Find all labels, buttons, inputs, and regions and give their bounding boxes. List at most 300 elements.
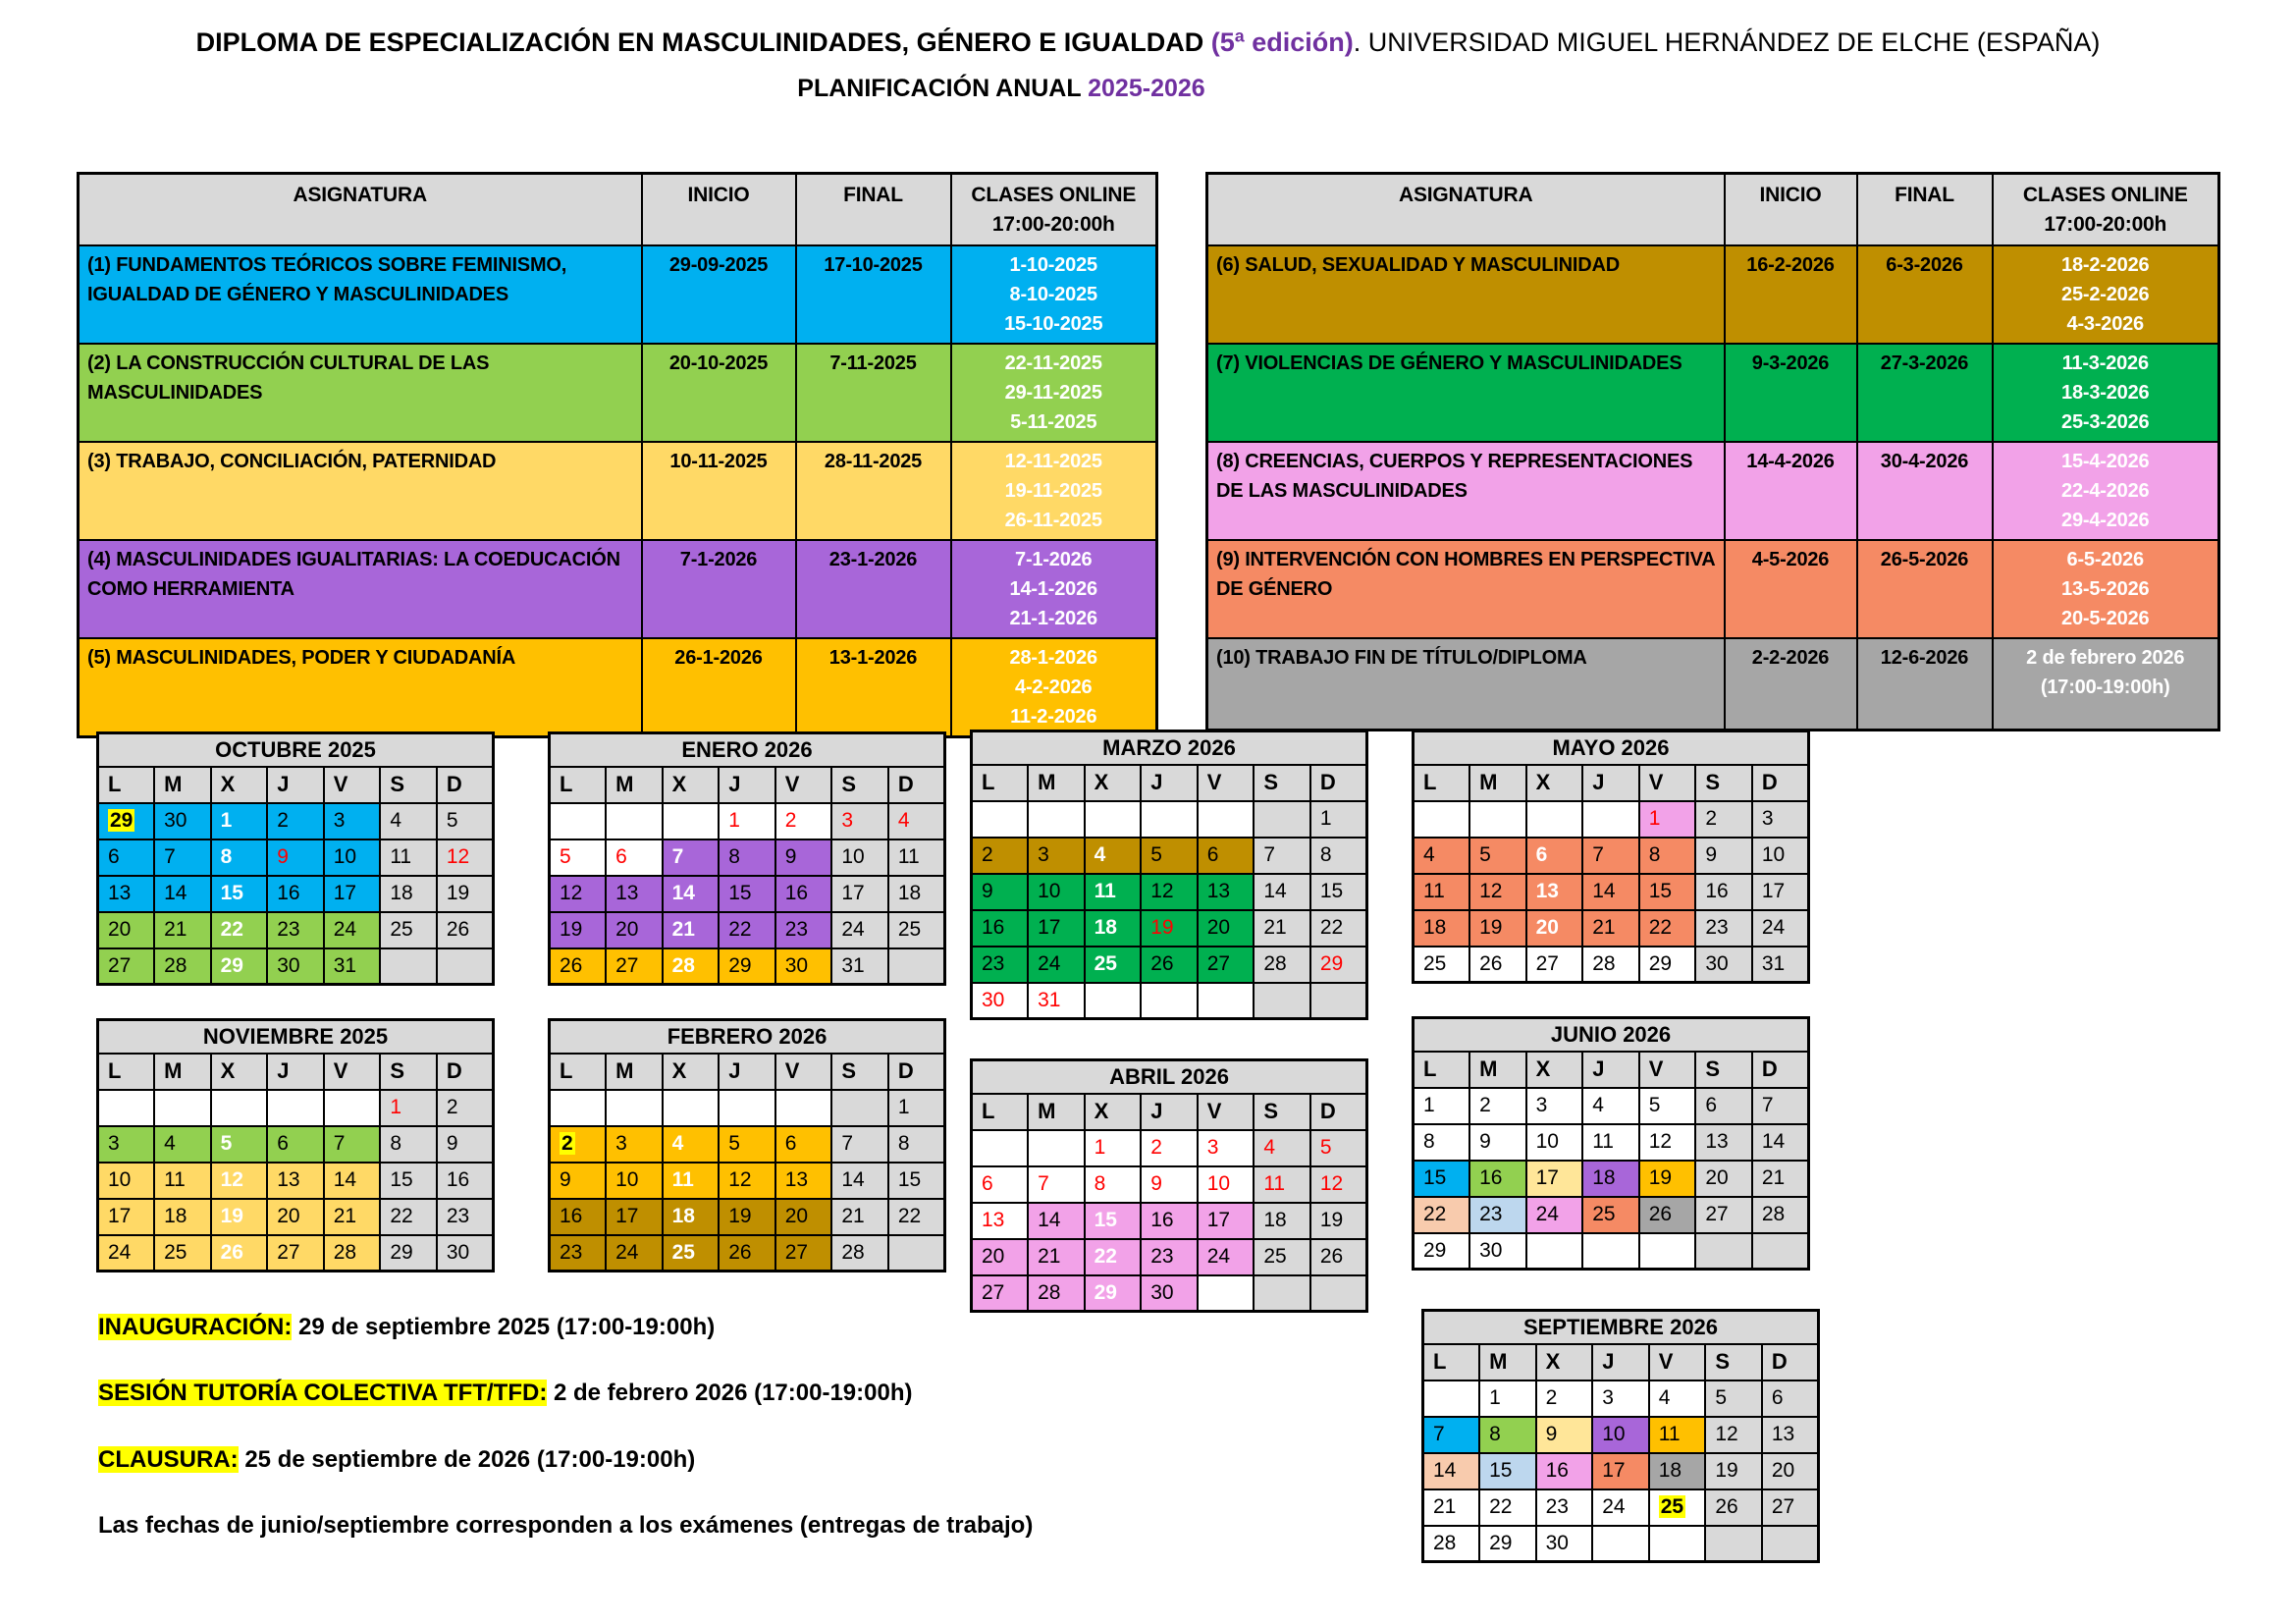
day-cell: 16 bbox=[267, 876, 324, 912]
day-cell: 18 bbox=[380, 876, 437, 912]
note-highlight-label: CLAUSURA: bbox=[98, 1446, 239, 1473]
day-cell: 5 bbox=[1141, 838, 1198, 874]
day-cell: 2 bbox=[1141, 1130, 1198, 1166]
day-cell: 27 bbox=[1762, 1489, 1819, 1526]
calendar-week-row bbox=[972, 874, 1367, 910]
day-header: D bbox=[1752, 1052, 1809, 1088]
calendar-week-row bbox=[972, 838, 1367, 874]
day-cell: 18 bbox=[1649, 1453, 1706, 1489]
day-header: X bbox=[1526, 765, 1583, 801]
day-header: M bbox=[1469, 1052, 1526, 1088]
note-highlight-label: SESIÓN TUTORÍA COLECTIVA TFT/TFD: bbox=[98, 1380, 548, 1406]
day-cell: 27 bbox=[267, 1235, 324, 1272]
day-header: D bbox=[888, 1054, 945, 1090]
course-table-left bbox=[77, 172, 1158, 738]
course-row bbox=[1207, 344, 2219, 442]
calendar-day-headers bbox=[972, 1094, 1367, 1130]
day-cell: 11 bbox=[1254, 1166, 1310, 1203]
day-cell: 9 bbox=[775, 839, 832, 876]
course-inicio: 4-5-2026 bbox=[1725, 540, 1857, 638]
day-cell bbox=[1752, 1233, 1809, 1270]
calendar-week-row bbox=[1414, 1088, 1809, 1124]
day-cell: 17 bbox=[1752, 874, 1809, 910]
calendar-week-row bbox=[1414, 947, 1809, 983]
calendar-title: OCTUBRE 2025 bbox=[98, 733, 494, 767]
day-header: V bbox=[1198, 1094, 1255, 1130]
day-cell: 13 bbox=[1762, 1417, 1819, 1453]
day-cell: 15 bbox=[888, 1163, 945, 1199]
calendar-marzo-2026 bbox=[970, 730, 1368, 1020]
day-cell: 23 bbox=[775, 912, 832, 948]
course-row bbox=[79, 245, 1157, 344]
day-cell: 8 bbox=[888, 1126, 945, 1163]
day-header: M bbox=[606, 767, 663, 803]
day-cell: 3 bbox=[1198, 1130, 1255, 1166]
day-cell: 13 bbox=[606, 876, 663, 912]
day-cell: 4 bbox=[888, 803, 945, 839]
day-cell: 23 bbox=[1536, 1489, 1593, 1526]
final-header: FINAL bbox=[796, 174, 951, 245]
day-header: L bbox=[98, 767, 155, 803]
asignatura-header: ASIGNATURA bbox=[1207, 174, 1725, 245]
title-edition: (5ª edición) bbox=[1210, 27, 1354, 57]
day-cell: 6 bbox=[1695, 1088, 1752, 1124]
day-cell: 21 bbox=[154, 912, 211, 948]
calendar-week-row bbox=[972, 910, 1367, 947]
day-cell: 29 bbox=[1310, 947, 1367, 983]
day-cell bbox=[888, 948, 945, 985]
day-header: M bbox=[1028, 765, 1085, 801]
day-cell: 1 bbox=[1310, 801, 1367, 838]
calendar-week-row bbox=[98, 1090, 494, 1126]
course-row bbox=[1207, 638, 2219, 731]
day-cell: 5 bbox=[1639, 1088, 1696, 1124]
day-header: S bbox=[380, 767, 437, 803]
day-cell: 8 bbox=[719, 839, 775, 876]
day-header: M bbox=[154, 1054, 211, 1090]
day-cell bbox=[606, 1090, 663, 1126]
day-header: L bbox=[550, 1054, 607, 1090]
day-cell: 20 bbox=[1762, 1453, 1819, 1489]
calendar-week-row bbox=[550, 1235, 945, 1272]
day-cell: 11 bbox=[1414, 874, 1470, 910]
day-cell: 10 bbox=[1526, 1124, 1583, 1161]
day-cell: 24 bbox=[1028, 947, 1085, 983]
calendar-enero-2026 bbox=[548, 731, 946, 986]
day-cell: 26 bbox=[1639, 1197, 1696, 1233]
day-cell: 18 bbox=[1414, 910, 1470, 947]
day-cell: 20 bbox=[775, 1199, 832, 1235]
day-cell: 28 bbox=[1254, 947, 1310, 983]
day-cell: 1 bbox=[888, 1090, 945, 1126]
day-header: V bbox=[324, 767, 381, 803]
day-header: L bbox=[1414, 765, 1470, 801]
day-cell: 6 bbox=[98, 839, 155, 876]
day-cell: 28 bbox=[154, 948, 211, 985]
clases-online-header: CLASES ONLINE 17:00-20:00h bbox=[951, 174, 1157, 245]
day-cell: 9 bbox=[972, 874, 1029, 910]
day-header: X bbox=[211, 767, 268, 803]
calendar-abril-2026 bbox=[970, 1058, 1368, 1313]
course-online-dates: 2 de febrero 2026 (17:00-19:00h) bbox=[1993, 638, 2219, 731]
day-cell bbox=[1085, 983, 1142, 1019]
day-cell bbox=[1141, 801, 1198, 838]
day-cell: 1 bbox=[1414, 1088, 1470, 1124]
calendar-week-row bbox=[550, 912, 945, 948]
day-cell: 1 bbox=[1479, 1380, 1536, 1417]
title-main: DIPLOMA DE ESPECIALIZACIÓN EN MASCULINIDADES, GÉNERO E IGUALDAD bbox=[195, 27, 1211, 57]
day-cell: 29 bbox=[1085, 1275, 1142, 1312]
day-header: X bbox=[663, 767, 720, 803]
day-cell: 7 bbox=[324, 1126, 381, 1163]
day-cell: 31 bbox=[324, 948, 381, 985]
day-cell: 22 bbox=[1085, 1239, 1142, 1275]
day-cell: 25 bbox=[1582, 1197, 1639, 1233]
calendar-week-row bbox=[98, 876, 494, 912]
day-cell: 6 bbox=[775, 1126, 832, 1163]
course-name: (1) FUNDAMENTOS TEÓRICOS SOBRE FEMINISMO, IGUALDAD DE GÉNERO Y MASCULINIDADES bbox=[79, 245, 642, 344]
day-cell: 18 bbox=[888, 876, 945, 912]
calendar-title: SEPTIEMBRE 2026 bbox=[1423, 1311, 1819, 1344]
day-header: D bbox=[1310, 765, 1367, 801]
day-cell: 12 bbox=[1639, 1124, 1696, 1161]
day-cell: 29 bbox=[211, 948, 268, 985]
day-header: S bbox=[831, 1054, 888, 1090]
day-cell: 19 bbox=[1310, 1203, 1367, 1239]
course-final: 17-10-2025 bbox=[796, 245, 951, 344]
day-cell: 20 bbox=[1695, 1161, 1752, 1197]
day-cell: 26 bbox=[1310, 1239, 1367, 1275]
day-cell bbox=[831, 1090, 888, 1126]
table-header-row bbox=[79, 174, 1157, 245]
day-cell: 27 bbox=[775, 1235, 832, 1272]
day-cell: 17 bbox=[1592, 1453, 1649, 1489]
course-final: 27-3-2026 bbox=[1857, 344, 1993, 442]
day-cell: 9 bbox=[1536, 1417, 1593, 1453]
course-row bbox=[79, 540, 1157, 638]
day-cell: 26 bbox=[1705, 1489, 1762, 1526]
day-cell: 25 bbox=[154, 1235, 211, 1272]
day-cell: 15 bbox=[719, 876, 775, 912]
calendar-week-row bbox=[1414, 1161, 1809, 1197]
day-cell: 24 bbox=[606, 1235, 663, 1272]
note: INAUGURACIÓN: 29 de septiembre 2025 (17:00-19:00h) bbox=[98, 1314, 716, 1340]
calendar-title: MARZO 2026 bbox=[972, 731, 1367, 765]
note: CLAUSURA: 25 de septiembre de 2026 (17:00-19:00h) bbox=[98, 1446, 696, 1473]
day-cell bbox=[1526, 1233, 1583, 1270]
day-header: S bbox=[1254, 765, 1310, 801]
day-cell: 24 bbox=[1526, 1197, 1583, 1233]
day-cell: 15 bbox=[1085, 1203, 1142, 1239]
day-cell: 30 bbox=[972, 983, 1029, 1019]
course-inicio: 9-3-2026 bbox=[1725, 344, 1857, 442]
day-cell: 5 bbox=[1310, 1130, 1367, 1166]
calendar-week-row bbox=[98, 839, 494, 876]
day-cell: 11 bbox=[888, 839, 945, 876]
day-cell: 19 bbox=[550, 912, 607, 948]
day-cell: 4 bbox=[1649, 1380, 1706, 1417]
course-final: 13-1-2026 bbox=[796, 638, 951, 737]
day-cell bbox=[98, 1090, 155, 1126]
calendar-week-row bbox=[972, 983, 1367, 1019]
day-cell bbox=[98, 803, 155, 839]
day-header: V bbox=[1639, 1052, 1696, 1088]
calendar-day-headers bbox=[972, 765, 1367, 801]
calendar-week-row bbox=[550, 1126, 945, 1163]
course-final: 12-6-2026 bbox=[1857, 638, 1993, 731]
day-cell: 2 bbox=[437, 1090, 494, 1126]
day-header: M bbox=[1479, 1344, 1536, 1380]
day-cell: 31 bbox=[1028, 983, 1085, 1019]
day-cell bbox=[1254, 801, 1310, 838]
day-cell bbox=[1695, 1233, 1752, 1270]
calendar-title-row bbox=[1423, 1311, 1819, 1344]
highlighted-day: 2 bbox=[561, 1132, 573, 1155]
day-cell: 6 bbox=[1762, 1380, 1819, 1417]
highlighted-day: 29 bbox=[110, 809, 133, 832]
note: Las fechas de junio/septiembre corresponden a los exámenes (entregas de trabajo) bbox=[98, 1512, 1034, 1539]
day-cell bbox=[1028, 1130, 1085, 1166]
day-cell: 10 bbox=[1198, 1166, 1255, 1203]
calendar-day-headers bbox=[98, 767, 494, 803]
day-cell: 17 bbox=[98, 1199, 155, 1235]
day-cell bbox=[1198, 983, 1255, 1019]
day-cell: 15 bbox=[211, 876, 268, 912]
calendar-noviembre-2025 bbox=[96, 1018, 495, 1272]
day-cell: 10 bbox=[606, 1163, 663, 1199]
calendar-title-row bbox=[1414, 731, 1809, 765]
day-cell: 7 bbox=[1582, 838, 1639, 874]
day-cell bbox=[1254, 983, 1310, 1019]
course-online-dates: 11-3-2026 18-3-2026 25-3-2026 bbox=[1993, 344, 2219, 442]
calendar-week-row bbox=[1414, 838, 1809, 874]
course-table-right bbox=[1205, 172, 2220, 731]
day-cell: 28 bbox=[1423, 1526, 1480, 1562]
calendar-week-row bbox=[972, 801, 1367, 838]
day-cell: 1 bbox=[211, 803, 268, 839]
course-inicio: 29-09-2025 bbox=[642, 245, 796, 344]
day-header: X bbox=[1085, 765, 1142, 801]
course-name: (8) CREENCIAS, CUERPOS Y REPRESENTACIONES DE LAS MASCULINIDADES bbox=[1207, 442, 1725, 540]
calendar-day-headers bbox=[550, 767, 945, 803]
day-cell: 16 bbox=[1695, 874, 1752, 910]
day-header: L bbox=[972, 1094, 1029, 1130]
calendar-day-headers bbox=[1414, 765, 1809, 801]
calendar-mayo-2026 bbox=[1412, 730, 1810, 984]
day-cell: 28 bbox=[831, 1235, 888, 1272]
course-final: 30-4-2026 bbox=[1857, 442, 1993, 540]
day-cell: 23 bbox=[1469, 1197, 1526, 1233]
day-cell: 28 bbox=[1752, 1197, 1809, 1233]
day-cell bbox=[550, 1090, 607, 1126]
day-header: X bbox=[1526, 1052, 1583, 1088]
day-cell: 30 bbox=[1141, 1275, 1198, 1312]
page-title bbox=[0, 27, 2296, 58]
day-header: V bbox=[1649, 1344, 1706, 1380]
day-cell bbox=[1254, 1275, 1310, 1312]
clases-online-header: CLASES ONLINE 17:00-20:00h bbox=[1993, 174, 2219, 245]
day-cell: 12 bbox=[437, 839, 494, 876]
day-header: V bbox=[1198, 765, 1255, 801]
day-cell: 22 bbox=[719, 912, 775, 948]
day-cell bbox=[1639, 1233, 1696, 1270]
calendar-week-row bbox=[550, 1090, 945, 1126]
day-header: J bbox=[1141, 765, 1198, 801]
day-cell: 6 bbox=[1526, 838, 1583, 874]
day-cell: 21 bbox=[1028, 1239, 1085, 1275]
day-cell: 5 bbox=[211, 1126, 268, 1163]
day-cell: 5 bbox=[437, 803, 494, 839]
day-cell: 28 bbox=[663, 948, 720, 985]
day-cell: 11 bbox=[663, 1163, 720, 1199]
day-cell: 12 bbox=[1310, 1166, 1367, 1203]
calendar-week-row bbox=[972, 1203, 1367, 1239]
day-cell: 28 bbox=[1582, 947, 1639, 983]
calendar-junio-2026 bbox=[1412, 1016, 1810, 1271]
course-name: (3) TRABAJO, CONCILIACIÓN, PATERNIDAD bbox=[79, 442, 642, 540]
calendar-febrero-2026 bbox=[548, 1018, 946, 1272]
day-cell: 3 bbox=[1752, 801, 1809, 838]
inicio-header: INICIO bbox=[642, 174, 796, 245]
day-cell bbox=[1582, 1233, 1639, 1270]
calendar-week-row bbox=[550, 803, 945, 839]
day-cell: 30 bbox=[1469, 1233, 1526, 1270]
day-header: D bbox=[1752, 765, 1809, 801]
calendar-week-row bbox=[98, 1163, 494, 1199]
day-cell: 10 bbox=[98, 1163, 155, 1199]
course-inicio: 10-11-2025 bbox=[642, 442, 796, 540]
calendar-week-row bbox=[972, 1166, 1367, 1203]
day-cell: 4 bbox=[1414, 838, 1470, 874]
day-cell: 21 bbox=[1423, 1489, 1480, 1526]
day-cell: 14 bbox=[1752, 1124, 1809, 1161]
day-header: J bbox=[267, 1054, 324, 1090]
day-cell: 4 bbox=[1085, 838, 1142, 874]
calendar-week-row bbox=[1414, 1233, 1809, 1270]
day-cell: 16 bbox=[437, 1163, 494, 1199]
day-cell bbox=[1526, 801, 1583, 838]
calendar-title: MAYO 2026 bbox=[1414, 731, 1809, 765]
day-cell: 27 bbox=[606, 948, 663, 985]
day-cell: 17 bbox=[324, 876, 381, 912]
day-cell bbox=[267, 1090, 324, 1126]
day-cell: 14 bbox=[663, 876, 720, 912]
day-cell: 15 bbox=[1639, 874, 1696, 910]
day-cell: 26 bbox=[1141, 947, 1198, 983]
day-header: S bbox=[380, 1054, 437, 1090]
calendar-week-row bbox=[550, 1199, 945, 1235]
day-cell: 7 bbox=[1752, 1088, 1809, 1124]
course-row bbox=[1207, 540, 2219, 638]
day-cell: 13 bbox=[972, 1203, 1029, 1239]
day-cell: 3 bbox=[98, 1126, 155, 1163]
day-cell: 7 bbox=[1028, 1166, 1085, 1203]
calendar-week-row bbox=[1414, 874, 1809, 910]
day-cell: 6 bbox=[606, 839, 663, 876]
calendar-title-row bbox=[550, 733, 945, 767]
day-cell: 16 bbox=[972, 910, 1029, 947]
day-cell: 24 bbox=[98, 1235, 155, 1272]
day-header: M bbox=[606, 1054, 663, 1090]
calendar-week-row bbox=[550, 876, 945, 912]
day-cell: 9 bbox=[1695, 838, 1752, 874]
day-cell: 26 bbox=[719, 1235, 775, 1272]
day-cell: 27 bbox=[1695, 1197, 1752, 1233]
course-inicio: 20-10-2025 bbox=[642, 344, 796, 442]
course-name: (6) SALUD, SEXUALIDAD Y MASCULINIDAD bbox=[1207, 245, 1725, 344]
day-cell: 26 bbox=[211, 1235, 268, 1272]
day-cell bbox=[663, 1090, 720, 1126]
calendar-title-row bbox=[972, 731, 1367, 765]
course-final: 23-1-2026 bbox=[796, 540, 951, 638]
day-cell: 20 bbox=[972, 1239, 1029, 1275]
day-cell: 9 bbox=[1141, 1166, 1198, 1203]
calendar-title-row bbox=[972, 1060, 1367, 1094]
day-cell: 24 bbox=[1592, 1489, 1649, 1526]
day-cell bbox=[1310, 1275, 1367, 1312]
course-inicio: 14-4-2026 bbox=[1725, 442, 1857, 540]
day-header: L bbox=[550, 767, 607, 803]
day-cell: 29 bbox=[1414, 1233, 1470, 1270]
day-cell: 6 bbox=[972, 1166, 1029, 1203]
day-cell: 6 bbox=[1198, 838, 1255, 874]
day-cell: 4 bbox=[1582, 1088, 1639, 1124]
course-inicio: 2-2-2026 bbox=[1725, 638, 1857, 731]
day-cell: 3 bbox=[606, 1126, 663, 1163]
day-cell: 23 bbox=[1695, 910, 1752, 947]
day-cell bbox=[324, 1090, 381, 1126]
course-online-dates: 6-5-2026 13-5-2026 20-5-2026 bbox=[1993, 540, 2219, 638]
day-cell: 3 bbox=[1526, 1088, 1583, 1124]
day-header: X bbox=[211, 1054, 268, 1090]
day-cell bbox=[1592, 1526, 1649, 1562]
day-cell: 8 bbox=[1479, 1417, 1536, 1453]
day-cell: 2 bbox=[972, 838, 1029, 874]
course-final: 7-11-2025 bbox=[796, 344, 951, 442]
final-header: FINAL bbox=[1857, 174, 1993, 245]
day-cell bbox=[1028, 801, 1085, 838]
day-header: S bbox=[1254, 1094, 1310, 1130]
day-cell: 8 bbox=[1639, 838, 1696, 874]
day-cell: 17 bbox=[1028, 910, 1085, 947]
calendar-title: ENERO 2026 bbox=[550, 733, 945, 767]
day-cell: 15 bbox=[1414, 1161, 1470, 1197]
day-cell: 21 bbox=[663, 912, 720, 948]
day-cell: 8 bbox=[380, 1126, 437, 1163]
day-cell: 13 bbox=[1695, 1124, 1752, 1161]
note: SESIÓN TUTORÍA COLECTIVA TFT/TFD: 2 de febrero 2026 (17:00-19:00h) bbox=[98, 1380, 913, 1406]
day-cell bbox=[1198, 801, 1255, 838]
note-highlight-label: INAUGURACIÓN: bbox=[98, 1314, 293, 1340]
day-cell: 22 bbox=[380, 1199, 437, 1235]
course-name: (2) LA CONSTRUCCIÓN CULTURAL DE LAS MASCULINIDADES bbox=[79, 344, 642, 442]
day-cell: 19 bbox=[1141, 910, 1198, 947]
calendar-title-row bbox=[1414, 1018, 1809, 1052]
day-cell bbox=[972, 1130, 1029, 1166]
day-cell: 9 bbox=[267, 839, 324, 876]
day-cell: 19 bbox=[1469, 910, 1526, 947]
day-cell: 11 bbox=[1649, 1417, 1706, 1453]
day-cell: 23 bbox=[550, 1235, 607, 1272]
day-cell: 11 bbox=[1085, 874, 1142, 910]
day-cell: 10 bbox=[1752, 838, 1809, 874]
day-cell: 4 bbox=[154, 1126, 211, 1163]
day-cell: 8 bbox=[1085, 1166, 1142, 1203]
calendar-week-row bbox=[972, 1275, 1367, 1312]
day-cell: 16 bbox=[1141, 1203, 1198, 1239]
day-cell: 30 bbox=[1536, 1526, 1593, 1562]
day-cell: 21 bbox=[1254, 910, 1310, 947]
